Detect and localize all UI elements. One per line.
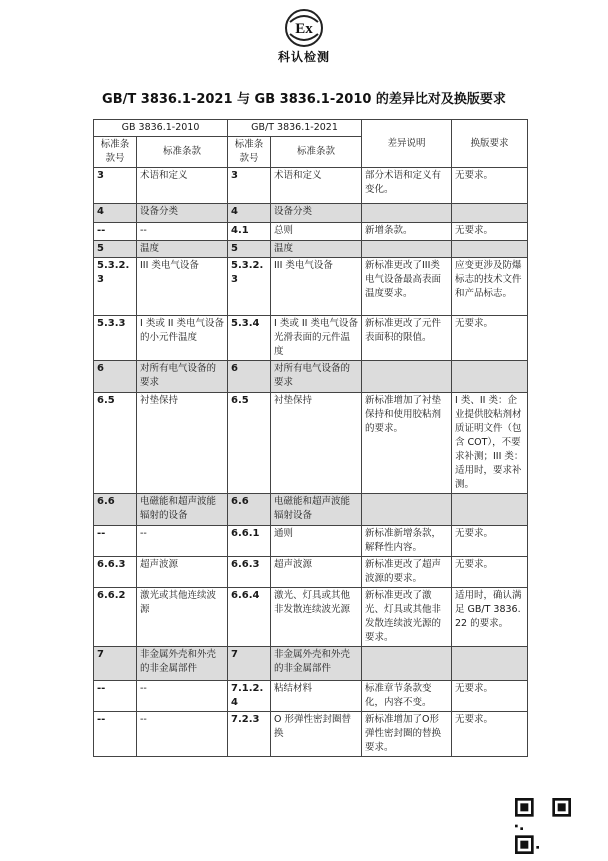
new-clause-no: 6.6.1	[228, 526, 271, 557]
replacement-requirement: 应变更涉及防爆标志的技术文件和产品标志。	[452, 258, 528, 316]
replacement-requirement	[452, 647, 528, 681]
new-clause: 电磁能和超声波能辐射设备	[271, 494, 362, 526]
diff-header: 差异说明	[362, 120, 452, 168]
replacement-requirement: I 类、II 类：企业提供胶粘剂材质证明文件（包含 COT），不要求补测；III 类：适用时，要求补测。	[452, 393, 528, 494]
replacement-requirement: 无要求。	[452, 712, 528, 757]
ex-logo-icon	[284, 8, 324, 48]
table-row	[94, 361, 528, 393]
old-clause: 术语和定义	[137, 168, 228, 204]
table-row	[94, 526, 528, 557]
old-clause: --	[137, 526, 228, 557]
old-clause: 衬垫保持	[137, 393, 228, 494]
diff-description	[362, 241, 452, 258]
diff-description: 新标准新增条款，解释性内容。	[362, 526, 452, 557]
table-row	[94, 557, 528, 588]
old-clause-no: --	[94, 712, 137, 757]
old-clause-no: 6.6	[94, 494, 137, 526]
table-row	[94, 223, 528, 241]
new-clause: 温度	[271, 241, 362, 258]
diff-description	[362, 361, 452, 393]
diff-description: 新标准更改了激光、灯具或其他非发散连续波光源的要求。	[362, 588, 452, 647]
old-clause: 电磁能和超声波能辐射的设备	[137, 494, 228, 526]
new-clause-no: 5.3.4	[228, 316, 271, 361]
old-clause-no-header: 标准条款号	[94, 137, 137, 168]
old-clause-no: --	[94, 223, 137, 241]
new-clause-header: 标准条款	[271, 137, 362, 168]
table-row	[94, 712, 528, 757]
document-title: GB/T 3836.1-2021 与 GB 3836.1-2010 的差异比对及换版要求	[102, 92, 506, 107]
old-clause: 对所有电气设备的要求	[137, 361, 228, 393]
replacement-requirement: 无要求。	[452, 526, 528, 557]
old-clause: I 类或 II 类电气设备的小元件温度	[137, 316, 228, 361]
diff-description: 新增条款。	[362, 223, 452, 241]
old-clause: 设备分类	[137, 204, 228, 223]
new-clause-no: 6.6.4	[228, 588, 271, 647]
old-clause-no: 6.6.3	[94, 557, 137, 588]
new-clause-no: 7.2.3	[228, 712, 271, 757]
table-row	[94, 393, 528, 494]
replacement-requirement	[452, 361, 528, 393]
new-clause: I 类或 II 类电气设备光滑表面的元件温度	[271, 316, 362, 361]
new-clause: 设备分类	[271, 204, 362, 223]
table-row	[94, 241, 528, 258]
old-clause-no: 4	[94, 204, 137, 223]
old-clause-no: 3	[94, 168, 137, 204]
old-clause-no: 5.3.2.3	[94, 258, 137, 316]
requirement-header: 换版要求	[452, 120, 528, 168]
old-clause-no: --	[94, 681, 137, 712]
company-name: 科认检测	[277, 50, 330, 64]
table-row	[94, 647, 528, 681]
old-clause-no: 7	[94, 647, 137, 681]
old-clause-no: 6.5	[94, 393, 137, 494]
diff-description: 新标准更改了超声波源的要求。	[362, 557, 452, 588]
diff-description: 部分术语和定义有变化。	[362, 168, 452, 204]
table-row	[94, 258, 528, 316]
new-clause: 超声波源	[271, 557, 362, 588]
new-clause-no: 6.6	[228, 494, 271, 526]
old-clause: III 类电气设备	[137, 258, 228, 316]
old-clause: --	[137, 681, 228, 712]
replacement-requirement	[452, 204, 528, 223]
old-clause: --	[137, 223, 228, 241]
old-clause-no: 6	[94, 361, 137, 393]
table-row	[94, 588, 528, 647]
new-clause-no: 4.1	[228, 223, 271, 241]
replacement-requirement: 无要求。	[452, 557, 528, 588]
replacement-requirement: 无要求。	[452, 681, 528, 712]
replacement-requirement	[452, 494, 528, 526]
old-clause-no: 5.3.3	[94, 316, 137, 361]
old-clause: 非金属外壳和外壳的非金属部件	[137, 647, 228, 681]
table-row	[94, 168, 528, 204]
old-standard-header: GB 3836.1-2010	[94, 120, 228, 137]
old-clause: 超声波源	[137, 557, 228, 588]
comparison-table	[93, 119, 528, 757]
old-clause-no: --	[94, 526, 137, 557]
table-row	[94, 681, 528, 712]
replacement-requirement: 适用时，确认满足 GB/T 3836.22 的要求。	[452, 588, 528, 647]
old-clause-header: 标准条款	[137, 137, 228, 168]
table-row	[94, 316, 528, 361]
table-header-row	[94, 120, 528, 137]
new-clause: III 类电气设备	[271, 258, 362, 316]
replacement-requirement: 无要求。	[452, 223, 528, 241]
qr-code-icon	[515, 798, 571, 854]
new-clause-no: 5	[228, 241, 271, 258]
new-clause: 粘结材料	[271, 681, 362, 712]
replacement-requirement: 无要求。	[452, 316, 528, 361]
replacement-requirement	[452, 241, 528, 258]
old-clause-no: 5	[94, 241, 137, 258]
new-clause: 对所有电气设备的要求	[271, 361, 362, 393]
new-clause-no: 6	[228, 361, 271, 393]
new-clause: 总则	[271, 223, 362, 241]
company-logo	[268, 8, 340, 78]
new-clause: 通则	[271, 526, 362, 557]
diff-description: 新标准增加了衬垫保持和使用胶粘剂的要求。	[362, 393, 452, 494]
new-clause-no: 3	[228, 168, 271, 204]
diff-description	[362, 647, 452, 681]
new-clause-no: 4	[228, 204, 271, 223]
new-clause-no-header: 标准条款号	[228, 137, 271, 168]
old-clause: 激光或其他连续波源	[137, 588, 228, 647]
replacement-requirement: 无要求。	[452, 168, 528, 204]
new-clause-no: 7.1.2.4	[228, 681, 271, 712]
new-standard-header: GB/T 3836.1-2021	[228, 120, 362, 137]
old-clause-no: 6.6.2	[94, 588, 137, 647]
new-clause-no: 6.5	[228, 393, 271, 494]
diff-description: 新标准更改了元件表面积的限值。	[362, 316, 452, 361]
table-row	[94, 494, 528, 526]
new-clause-no: 7	[228, 647, 271, 681]
old-clause: --	[137, 712, 228, 757]
new-clause-no: 5.3.2.3	[228, 258, 271, 316]
new-clause: O 形弹性密封圈替换	[271, 712, 362, 757]
new-clause: 非金属外壳和外壳的非金属部件	[271, 647, 362, 681]
new-clause-no: 6.6.3	[228, 557, 271, 588]
diff-description: 新标准更改了III类电气设备最高表面温度要求。	[362, 258, 452, 316]
svg-text:Ex: Ex	[295, 21, 313, 37]
old-clause: 温度	[137, 241, 228, 258]
new-clause: 激光、灯具或其他非发散连续波光源	[271, 588, 362, 647]
diff-description: 新标准增加了O形弹性密封圈的替换要求。	[362, 712, 452, 757]
new-clause: 衬垫保持	[271, 393, 362, 494]
diff-description	[362, 494, 452, 526]
diff-description	[362, 204, 452, 223]
new-clause: 术语和定义	[271, 168, 362, 204]
diff-description: 标准章节条款变化，内容不变。	[362, 681, 452, 712]
table-row	[94, 204, 528, 223]
